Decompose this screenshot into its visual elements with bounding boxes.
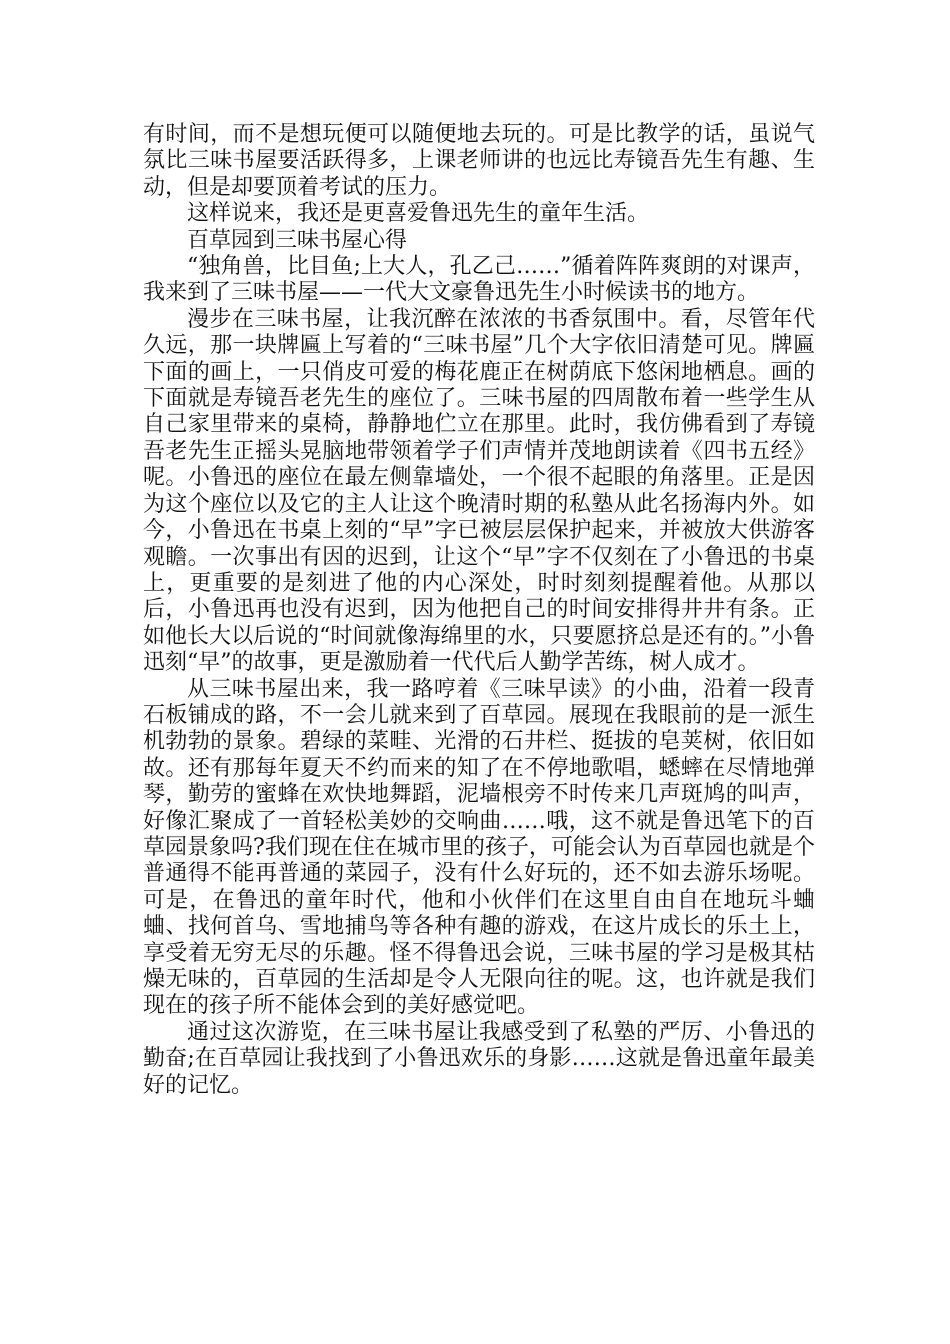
paragraph: 从三味书屋出来，我一路哼着《三味早读》的小曲，沿着一段青石板铺成的路，不一会儿就来到了百草园。展现在我眼前的是一派生机勃勃的景象。碧绿的菜畦、光滑的石井栏、挺拔的皂荚树，依旧如故。还有那每年夏天不约而来的知了在不停地歌唱，蟋蟀在尽情地弹琴，勤劳的蜜蜂在欢快地舞蹈，泥墙根旁不时传来几声斑鸠的叫声，好像汇聚成了一首轻松美妙的交响曲……哦，这不就是鲁迅笔下的百草园景象吗?我们现在住在城市里的孩子，可能会认为百草园也就是个普通得不能再普通的菜园子，没有什么好玩的，还不如去游乐场呢。可是，在鲁迅的童年时代，他和小伙伴们在这里自由自在地玩斗蛐蛐、找何首乌、雪地捕鸟等各种有趣的游戏，在这片成长的乐土上，享受着无穷无尽的乐趣。怪不得鲁迅会说，三味书屋的学习是极其枯燥无味的，百草园的生活却是令人无限向往的呢。这，也许就是我们现在的孩子所不能体会到的美好感觉吧。 [143, 676, 815, 1019]
paragraph: 这样说来，我还是更喜爱鲁迅先生的童年生活。 [187, 201, 650, 227]
paragraph: 有时间，而不是想玩便可以随便地去玩的。可是比教学的话，虽说气氛比三味书屋要活跃得多，上课老师讲的也远比寿镜吾先生有趣、生动，但是却要顶着考试的压力。 [143, 122, 815, 200]
paragraph: “独角兽，比目鱼;上大人，孔乙己……”循着阵阵爽朗的对课声，我来到了三味书屋——一代大文豪鲁迅先生小时候读书的地方。 [143, 254, 815, 306]
paragraph: 通过这次游览，在三味书屋让我感受到了私塾的严厉、小鲁迅的勤奋;在百草园让我找到了小鲁迅欢乐的身影……这就是鲁迅童年最美好的记忆。 [143, 1019, 815, 1098]
paragraph: 漫步在三味书屋，让我沉醉在浓浓的书香氛围中。看，尽管年代久远，那一块牌匾上写着的“三味书屋”几个大字依旧清楚可见。牌匾下面的画上，一只俏皮可爱的梅花鹿正在树荫底下悠闲地栖息。画的下面就是寿镜吾老先生的座位了。三味书屋的四周散布着一些学生从自己家里带来的桌椅，静静地伫立在那里。此时，我仿佛看到了寿镜吾老先生正摇头晃脑地带领着学子们声情并茂地朗读着《四书五经》呢。小鲁迅的座位在最左侧靠墙处，一个很不起眼的角落里。正是因为这个座位以及它的主人让这个晚清时期的私塾从此名扬海内外。如今，小鲁迅在书桌上刻的“早”字已被层层保护起来，并被放大供游客观瞻。一次事出有因的迟到，让这个“早”字不仅刻在了小鲁迅的书桌上，更重要的是刻进了他的内心深处，时时刻刻提醒着他。从那以后，小鲁迅再也没有迟到，因为他把自己的时间安排得井井有条。正如他长大以后说的“时间就像海绵里的水，只要愿挤总是还有的。”小鲁迅刻“早”的故事，更是激励着一代代后人勤学苦练，树人成才。 [143, 306, 815, 676]
document-body [143, 122, 815, 1099]
section-title: 百草园到三味书屋心得 [187, 227, 408, 253]
